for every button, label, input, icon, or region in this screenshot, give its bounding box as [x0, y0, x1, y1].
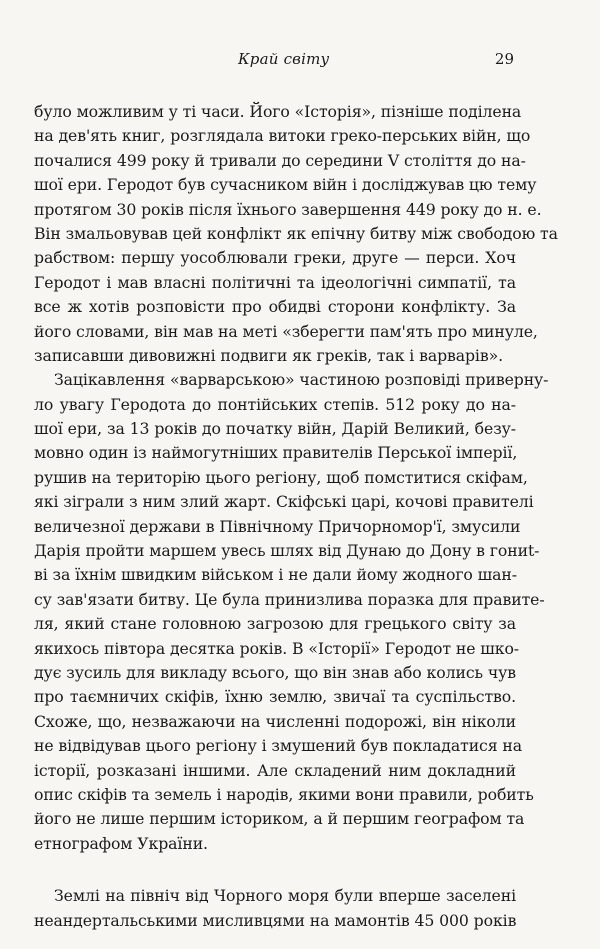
section-break	[34, 856, 516, 884]
text-line: шої ери, за 13 років до початку війн, Дарій Великий, безу-	[34, 419, 516, 439]
text-line: дує зусиль для викладу всього, що він знав або колись чув	[34, 662, 516, 682]
text-line: записавши дивовижні подвиги як греків, так і варварів».	[34, 345, 503, 365]
text-line: почалися 499 року й тривали до середини V століття до на-	[34, 150, 526, 170]
text-line: величезної держави в Північному Причорномор'ї, змусили	[34, 516, 521, 536]
text-line: рабством: першу уособлювали греки, друге — перси. Хоч	[34, 248, 516, 268]
text-line: шої ери. Геродот був сучасником війн і досліджував цю тему	[34, 175, 537, 195]
text-line: Він змальовував цей конфлікт як епічну битву між свободою та	[34, 223, 558, 243]
text-line: мовно один із наймогутніших правителів Перської імперії,	[34, 443, 518, 463]
text-line: рушив на територію цього регіону, щоб помститися скіфам,	[34, 467, 528, 487]
text-line: Геродот і мав власні політичні та ідеологічні симпатії, та	[34, 272, 516, 292]
text-line: про таємничих скіфів, їхню землю, звичаї та суспільство.	[34, 687, 516, 707]
body-text	[34, 100, 558, 933]
paragraph	[34, 368, 549, 856]
page-number: 29	[494, 50, 514, 68]
text-line: Дарія пройти маршем увесь шлях від Дунаю до Дону в гониt-	[34, 541, 540, 561]
text-line: все ж хотів розповісти про обидві сторони конфлікту. За	[34, 297, 516, 317]
text-line: протягом 30 років після їхнього завершення 449 року до н. е.	[34, 199, 542, 219]
text-line: не відвідував цього регіону і змушений був покладатися на	[34, 736, 523, 756]
text-line: які зіграли з ним злий жарт. Скіфські царі, кочові правителі	[34, 492, 534, 512]
text-line: якихось півтора десятка років. В «Історії» Геродот не шко-	[34, 638, 520, 658]
text-line: етнографом України.	[34, 833, 208, 853]
running-head	[0, 50, 600, 72]
text-line: було можливим у ті часи. Його «Історія», пізніше поділена	[34, 102, 522, 121]
text-line: ля, який стане головною загрозою для грецького світу за	[34, 614, 516, 634]
text-line: на дев'ять книг, розглядала витоки греко-перських війн, що	[34, 126, 531, 146]
paragraph	[34, 100, 558, 368]
text-line: його не лише першим істориком, а й першим географом та	[34, 809, 525, 829]
text-line: Землі на північ від Чорного моря були вперше заселені	[54, 886, 516, 906]
paragraph	[34, 884, 516, 933]
text-line: його словами, він мав на меті «зберегти пам'ять про минуле,	[34, 321, 538, 341]
text-line: Схоже, що, незважаючи на численні подорожі, він ніколи	[34, 711, 516, 731]
text-line: ві за їхнім швидким військом і не дали йому жодного шан-	[34, 565, 517, 585]
text-line: Зацікавлення «варварською» частиною розповіді приверну-	[54, 370, 549, 390]
text-line: ло увагу Геродота до понтійських степів. 512 року до на-	[34, 394, 516, 414]
text-line: опис скіфів та земель і народів, якими вони правили, робить	[34, 784, 534, 804]
running-head-title: Край світу	[238, 50, 330, 68]
text-line: неандертальськими мисливцями на мамонтів 45 000 років	[34, 910, 517, 930]
text-line: історії, розказані іншими. Але складений ним докладний	[34, 760, 516, 780]
text-line: су зав'язати битву. Це була принизлива поразка для правите-	[34, 589, 545, 609]
